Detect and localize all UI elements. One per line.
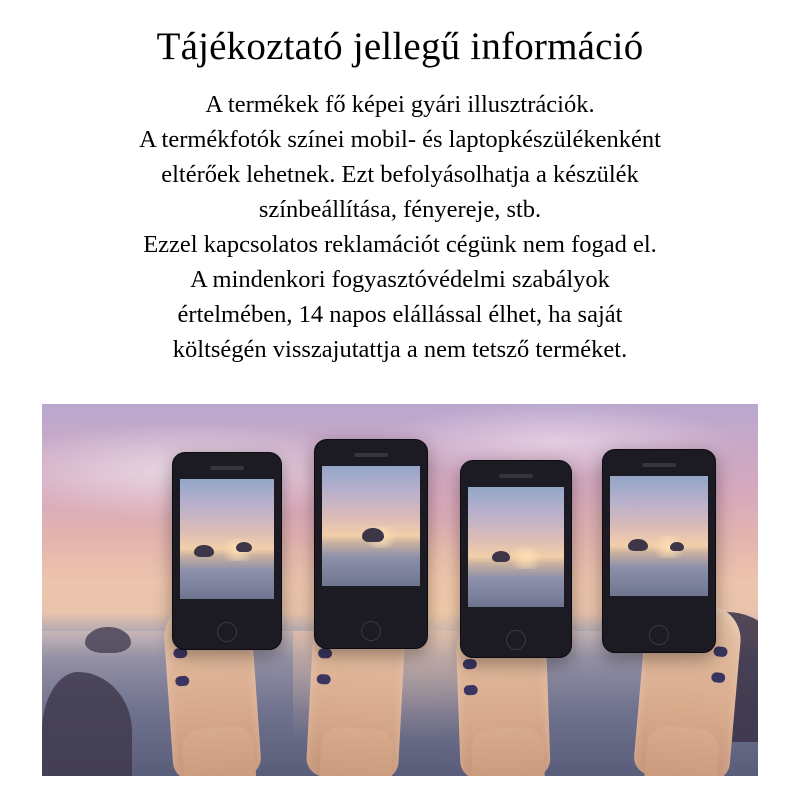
phone-screen: [468, 487, 564, 607]
page-title: Tájékoztató jellegű információ: [156, 25, 644, 68]
fingernail: [464, 685, 478, 695]
sunset-phones-photo: [42, 404, 758, 776]
notice-line: A termékek fő képei gyári illusztrációk.: [205, 90, 595, 118]
forearm: [318, 726, 395, 776]
rock-formation: [85, 627, 131, 653]
phone-screen: [180, 479, 274, 599]
photo-background: [42, 404, 758, 776]
screen-sun-glow: [506, 547, 546, 569]
forearm: [641, 725, 721, 776]
fingernail: [711, 672, 726, 683]
notice-line: költségén visszajutattja a nem tetsző terméket.: [172, 335, 628, 363]
notice-line: Ezzel kapcsolatos reklamációt cégünk nem fogad el.: [143, 230, 657, 258]
phone-screen: [322, 466, 420, 586]
notice-line: értelmében, 14 napos elállással élhet, ha saját: [177, 300, 623, 328]
screen-rock: [492, 551, 510, 562]
notice-text: [0, 69, 800, 367]
phone-home-button: [361, 621, 381, 641]
fingernail: [175, 676, 190, 687]
fingernail: [713, 646, 728, 657]
fingernail: [316, 674, 331, 685]
phone-speaker: [642, 463, 676, 467]
smartphone: [314, 439, 428, 649]
phone-home-button: [506, 630, 526, 650]
phone-home-button: [649, 625, 669, 645]
screen-rock: [194, 545, 214, 557]
notice-line: A mindenkori fogyasztóvédelmi szabályok: [190, 265, 610, 293]
screen-rock: [670, 542, 684, 551]
forearm: [471, 727, 546, 776]
fingernail: [463, 659, 477, 669]
smartphone: [602, 449, 716, 653]
notice-line: A termékfotók színei mobil- és laptopkészülékenként: [139, 125, 661, 153]
notice-line: eltérőek lehetnek. Ezt befolyásolhatja a készülék: [161, 160, 639, 188]
phone-home-button: [217, 622, 237, 642]
screen-rock: [362, 528, 384, 542]
screen-rock: [236, 542, 252, 552]
phone-speaker: [354, 453, 388, 457]
notice-line: színbeállítása, fényereje, stb.: [258, 195, 542, 223]
fingernail: [318, 648, 333, 659]
smartphone: [172, 452, 282, 650]
phone-screen: [610, 476, 708, 596]
phone-speaker: [210, 466, 244, 470]
phone-speaker: [499, 474, 533, 478]
screen-rock: [628, 539, 648, 551]
smartphone: [460, 460, 572, 658]
forearm: [181, 725, 259, 776]
